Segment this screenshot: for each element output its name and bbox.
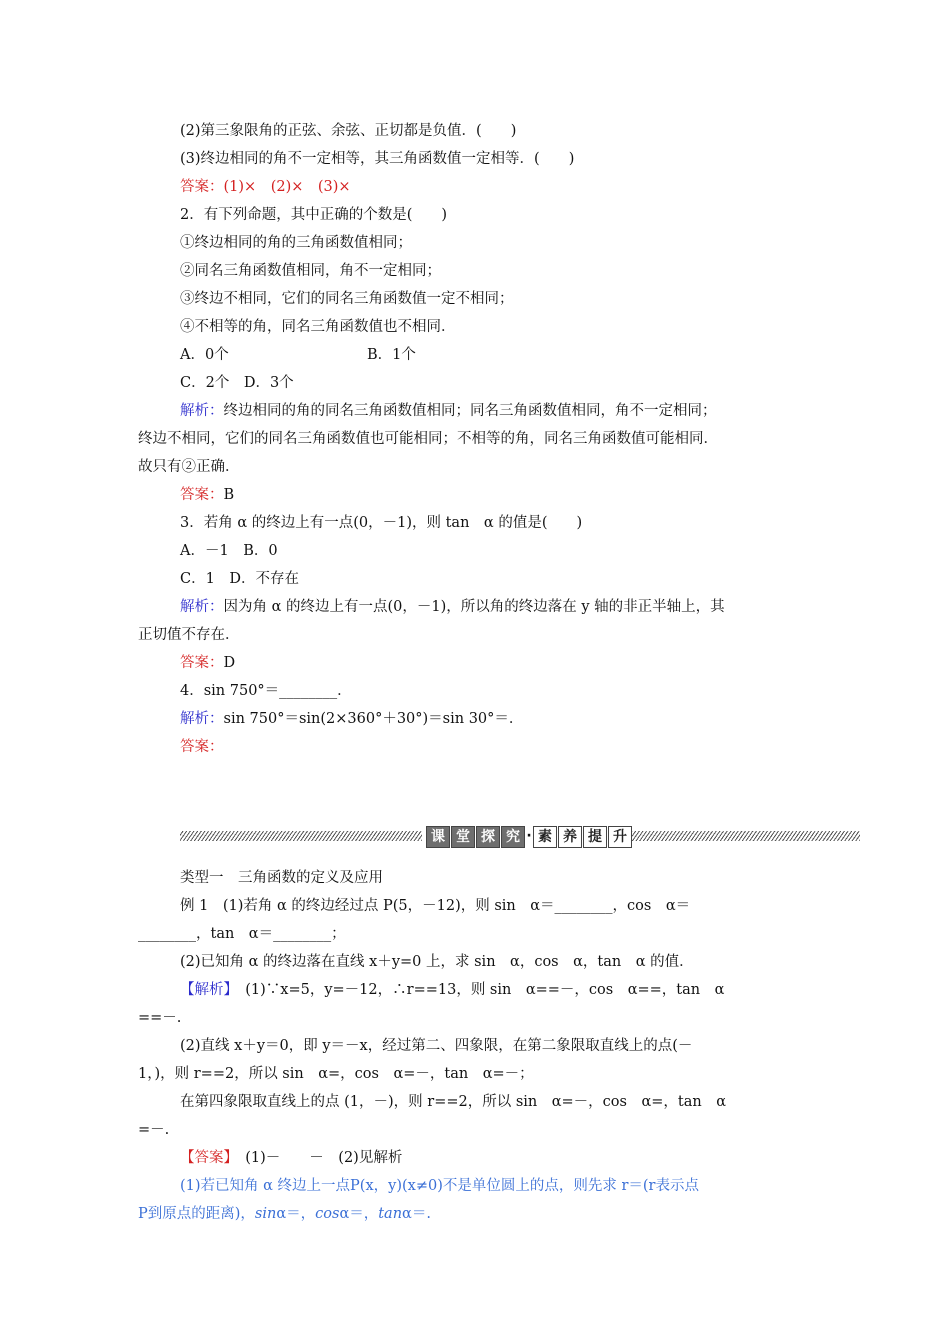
- analysis-label: 解析：: [180, 599, 224, 615]
- question-3-choice-ab: A．－1 B．0: [180, 543, 278, 559]
- solution-line-3: (2)直线 x＋y＝0，即 y＝－x，经过第二、四象限，在第二象限取直线上的点(－: [180, 1038, 693, 1054]
- question-3: 3．若角 α 的终边上有一点(0，－1)，则 tan α 的值是( ): [180, 515, 583, 531]
- solution-line-2: ==－.: [138, 1010, 182, 1026]
- question-3-answer: [180, 653, 235, 673]
- analysis-label: 解析：: [180, 403, 224, 419]
- banner-char: 课: [426, 826, 450, 848]
- example-1-line-2: ________，tan α＝________；: [138, 926, 346, 942]
- tip-text: P到原点的距离)，: [138, 1206, 255, 1222]
- example-1-part-2: (2)已知角 α 的终边落在直线 x＋y=0 上，求 sin α，cos α，tan α 的值．: [180, 954, 694, 970]
- banner-dot: ·: [526, 828, 532, 844]
- tip-text: α＝，: [339, 1206, 379, 1222]
- banner-char: 养: [558, 826, 582, 848]
- question-2-option-4: ④不相等的角，同名三角函数值也不相同．: [180, 319, 456, 335]
- question-3-choice-cd: C．1 D．不存在: [180, 571, 299, 587]
- tip-cos: cos: [315, 1206, 340, 1222]
- solution: [180, 980, 724, 1000]
- question-2-choice-b: B．1个: [367, 347, 416, 363]
- banner-char: 提: [583, 826, 607, 848]
- banner-char: 升: [608, 826, 632, 848]
- tip-line-1: (1)若已知角 α 终边上一点P(x，y)(x≠0)不是单位圆上的点，则先求 r＝(r表示点: [180, 1178, 699, 1194]
- question-2-answer: [180, 485, 234, 505]
- question-4-answer: [180, 737, 224, 757]
- tip-sin: sin: [254, 1206, 277, 1222]
- question-3-analysis: [180, 597, 725, 617]
- analysis-text: 因为角 α 的终边上有一点(0，－1)，所以角的终边落在 y 轴的非正半轴上，其: [223, 599, 725, 615]
- answer-label: 答案：: [180, 739, 224, 755]
- answer-value: (1)× (2)× (3)×: [223, 179, 351, 195]
- tip-line-2: [138, 1204, 431, 1224]
- question-2-option-2: ②同名三角函数值相同，角不一定相同；: [180, 263, 441, 279]
- analysis-text: sin 750°＝sin(2×360°＋30°)＝sin 30°＝．: [223, 711, 524, 727]
- tip-text: α＝，: [276, 1206, 316, 1222]
- tip-tan: tan: [378, 1206, 403, 1222]
- banner-title: [426, 826, 632, 848]
- question-2-option-3: ③终边不相同，它们的同名三角函数值一定不相同；: [180, 291, 514, 307]
- question-2-option-1: ①终边相同的角的三角函数值相同；: [180, 235, 412, 251]
- banner-char: 素: [533, 826, 557, 848]
- statement-3: (3)终边相同的角不一定相等，其三角函数值一定相等．( ): [180, 151, 575, 167]
- answer-label: 答案：: [180, 487, 224, 503]
- question-4-analysis: [180, 709, 523, 729]
- answer-1: [180, 177, 351, 197]
- question-2-analysis-line-3: 故只有②正确．: [138, 459, 240, 475]
- banner-char: 堂: [451, 826, 475, 848]
- banner-char: 究: [501, 826, 525, 848]
- statement-2: (2)第三象限角的正弦、余弦、正切都是负值．( ): [180, 123, 517, 139]
- example-answer: [180, 1148, 402, 1168]
- question-2-choice-cd: C．2个 D．3个: [180, 375, 294, 391]
- banner-hatch-left: [180, 831, 422, 841]
- banner-char: 探: [476, 826, 500, 848]
- solution-text: (1)∵x=5，y=－12，∴r==13，则 sin α==－，cos α==，tan α: [230, 982, 725, 998]
- section-banner: [180, 826, 860, 848]
- question-2-analysis: [180, 401, 717, 421]
- solution-line-5: 在第四象限取直线上的点 (1，－)，则 r==2，所以 sin α=－，cos α=，tan α: [180, 1094, 727, 1110]
- answer-value: (1)－ － (2)见解析: [230, 1150, 403, 1166]
- question-4: 4．sin 750°＝________．: [180, 683, 352, 699]
- analysis-label: 解析：: [180, 711, 224, 727]
- solution-label: 【解析】: [180, 982, 231, 998]
- answer-value: D: [223, 655, 236, 671]
- question-3-analysis-line-2: 正切值不存在．: [138, 627, 240, 643]
- answer-value: B: [223, 487, 235, 503]
- answer-label: 答案：: [180, 655, 224, 671]
- answer-label: 答案：: [180, 179, 224, 195]
- question-2-analysis-line-2: 终边不相同，它们的同名三角函数值也可能相同；不相等的角，同名三角函数值可能相同．: [138, 431, 718, 447]
- analysis-text: 终边相同的角的同名三角函数值相同；同名三角函数值相同，角不一定相同；: [223, 403, 717, 419]
- solution-line-6: =－.: [138, 1122, 170, 1138]
- question-2: 2．有下列命题，其中正确的个数是( ): [180, 207, 448, 223]
- answer-label: 【答案】: [180, 1150, 231, 1166]
- question-2-choice-a: A．0个: [180, 347, 229, 363]
- solution-line-4: 1，)，则 r==2，所以 sin α=，cos α=－，tan α=－；: [138, 1066, 534, 1082]
- tip-text: α＝.: [402, 1206, 431, 1222]
- type-heading: 类型一 三角函数的定义及应用: [180, 870, 383, 886]
- banner-hatch-right: [632, 831, 860, 841]
- example-1: 例 1 (1)若角 α 的终边经过点 P(5，－12)，则 sin α＝________，cos α＝: [180, 898, 691, 914]
